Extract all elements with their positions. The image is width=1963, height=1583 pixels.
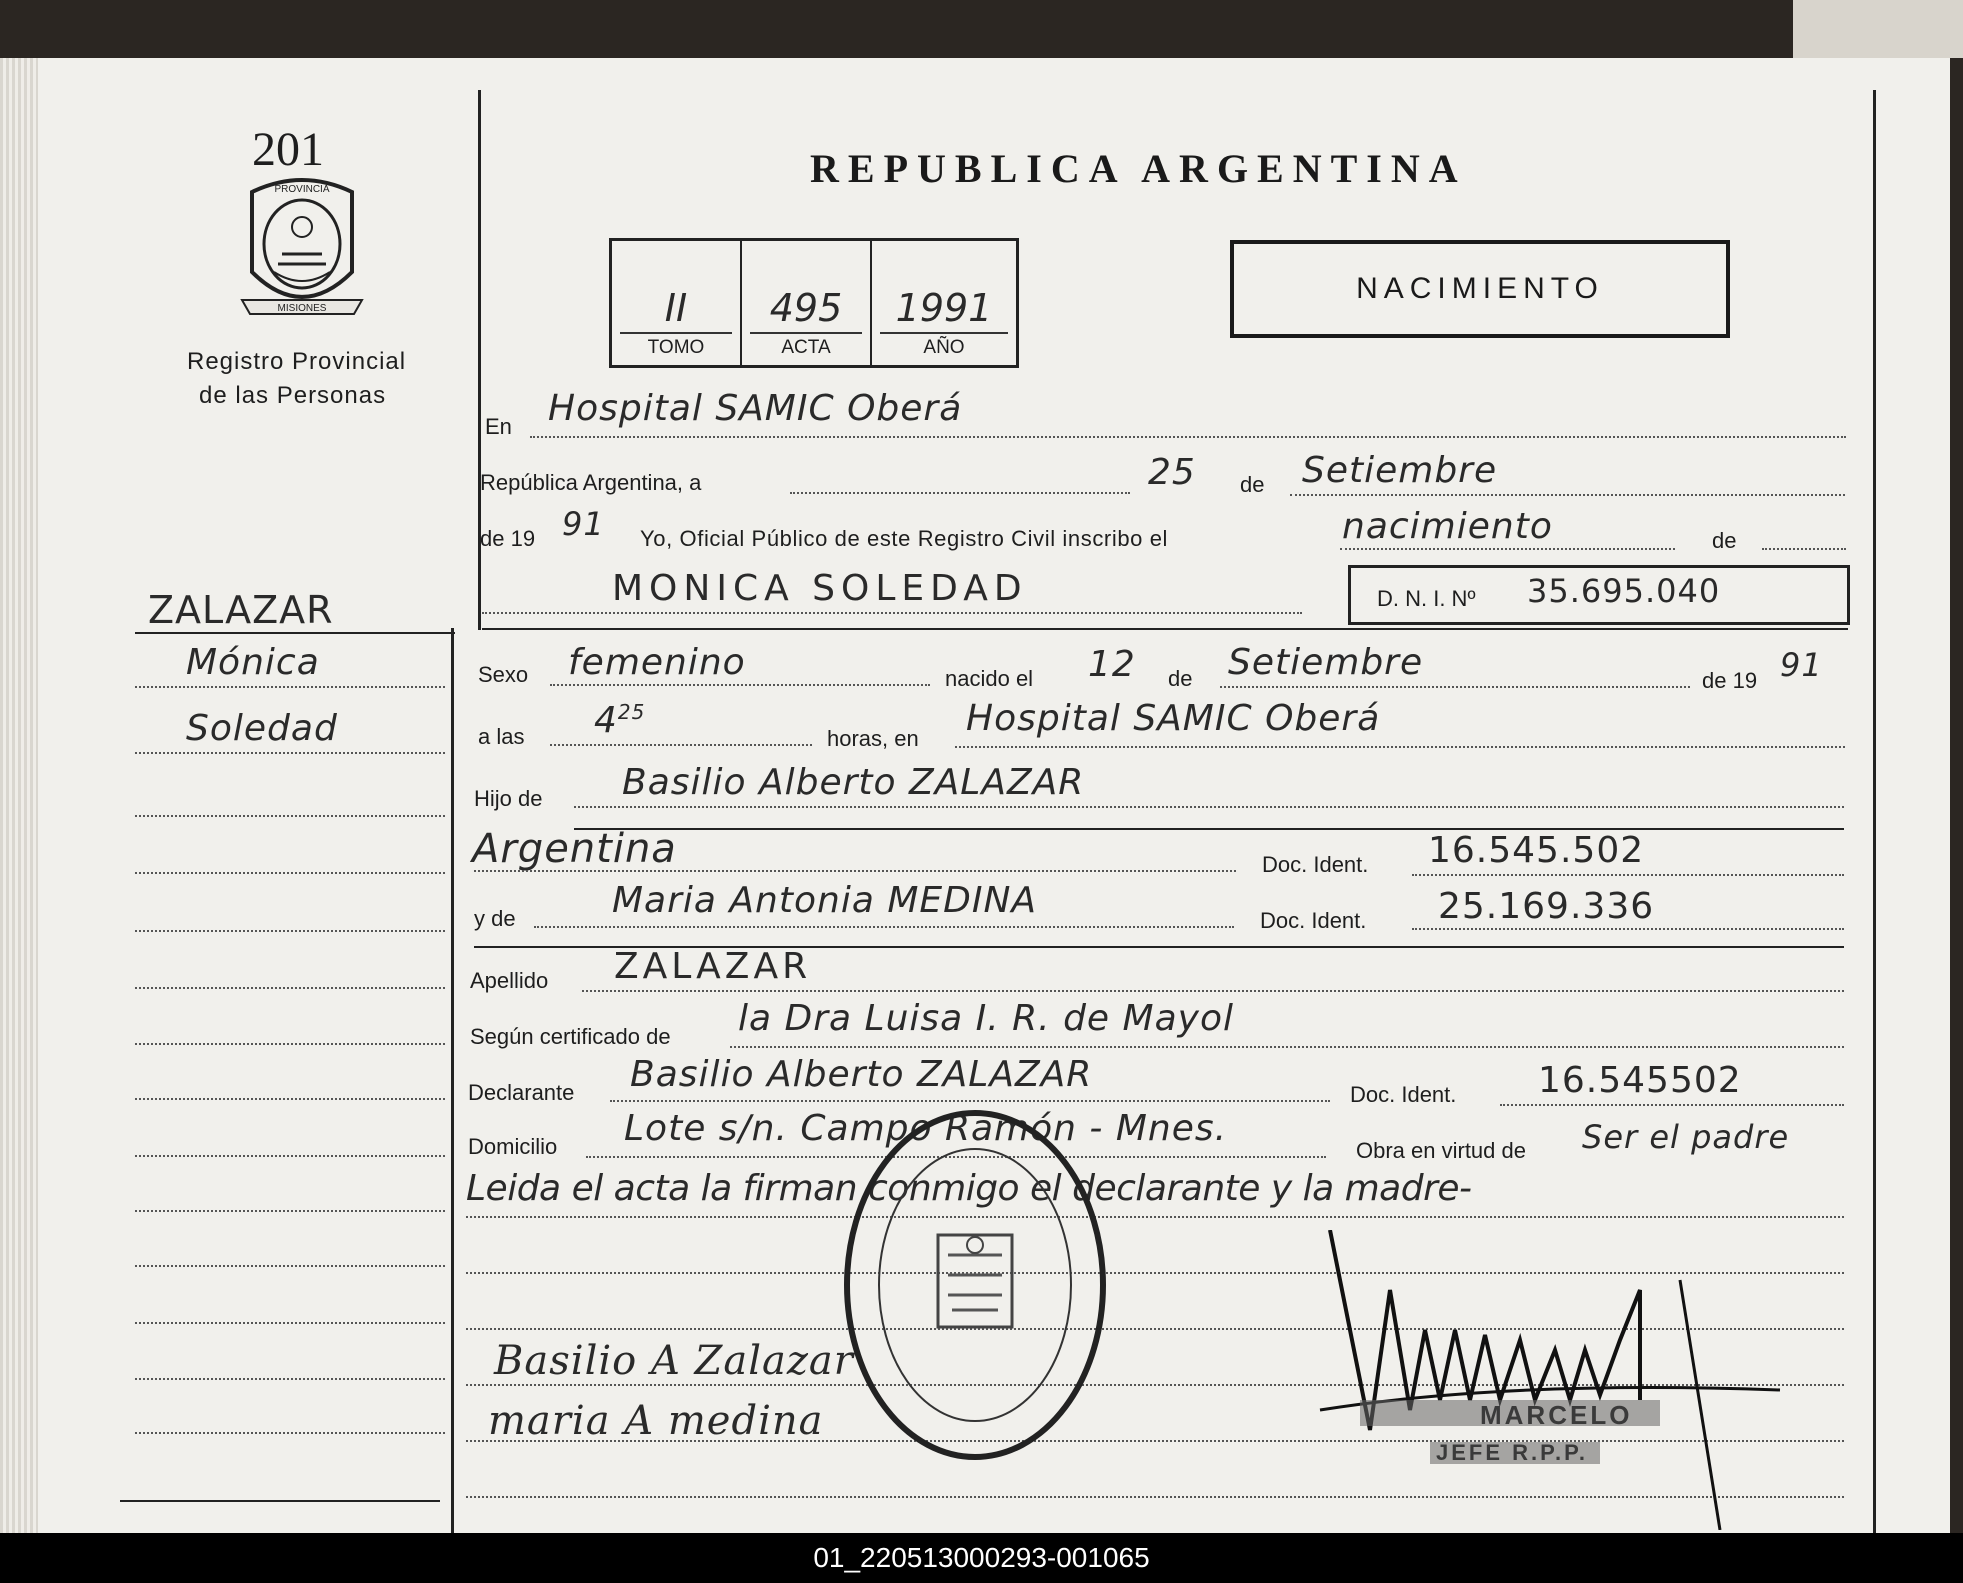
label-domicilio: Domicilio: [468, 1134, 558, 1159]
value-segun: la Dra Luisa I. R. de Mayol: [738, 998, 1234, 1039]
official-seal: [840, 1105, 1110, 1465]
dni-box: [1348, 565, 1850, 625]
value-birth-day: 12: [1088, 644, 1136, 685]
tomo-label: TOMO: [647, 337, 705, 358]
hour-minutes: 25: [617, 700, 646, 724]
ano-value: 1991: [895, 286, 993, 330]
label-sexo: Sexo: [478, 662, 529, 687]
official-title-stamp: JEFE R.P.P.: [1436, 1440, 1589, 1465]
value-birth-place: Hospital SAMIC Oberá: [966, 698, 1381, 739]
closing-text: Leida el acta la firman conmigo el declarante y la madre-: [466, 1168, 1472, 1209]
label-doc-declarante: Doc. Ident.: [1350, 1082, 1457, 1107]
label-birth-de19: de 19: [1702, 668, 1758, 693]
signature-mother: maria A medina: [488, 1398, 824, 1444]
label-declarante: Declarante: [468, 1080, 575, 1105]
image-caption: 01_220513000293-001065: [0, 1533, 1963, 1583]
value-apellido: ZALAZAR: [614, 946, 812, 987]
label-horas-en: horas, en: [827, 726, 919, 751]
value-inscribe: nacimiento: [1342, 506, 1553, 547]
value-father: Basilio Alberto ZALAZAR: [622, 762, 1085, 803]
value-birth-year: 91: [1780, 646, 1823, 684]
label-apellido: Apellido: [470, 968, 549, 993]
value-child-name: MONICA SOLEDAD: [612, 568, 1028, 609]
value-declarante: Basilio Alberto ZALAZAR: [630, 1054, 1093, 1095]
province-emblem: [238, 172, 366, 320]
misiones-crest-icon: [238, 172, 366, 320]
registry-name-line2: de las Personas: [199, 382, 387, 409]
value-mother: Maria Antonia MEDINA: [612, 880, 1038, 921]
tomo-value: II: [664, 286, 688, 330]
value-father-doc: 16.545.502: [1428, 830, 1645, 871]
svg-text:MISIONES: MISIONES: [277, 303, 327, 314]
label-hijo: Hijo de: [474, 786, 543, 811]
margin-first-name: Mónica: [186, 642, 320, 683]
value-mother-doc: 25.169.336: [1438, 886, 1655, 927]
value-declarante-doc: 16.545502: [1538, 1060, 1742, 1101]
label-de-tail: de: [1712, 528, 1737, 553]
value-hour: [594, 700, 645, 741]
value-father-nationality: Argentina: [472, 826, 677, 872]
label-alas: a las: [478, 724, 525, 749]
book-spine-edge: [0, 58, 38, 1533]
label-yde: y de: [474, 906, 516, 931]
label-birth-de: de: [1168, 666, 1193, 691]
hour-number: 4: [594, 700, 618, 741]
signature-father: Basilio A Zalazar: [494, 1338, 854, 1384]
official-signature: [1310, 1230, 1810, 1530]
label-doc-mother: Doc. Ident.: [1260, 908, 1367, 933]
official-name-stamp: MARCELO: [1480, 1400, 1633, 1430]
value-year: 91: [562, 505, 605, 543]
value-en: Hospital SAMIC Oberá: [548, 388, 963, 429]
svg-text:PROVINCIA: PROVINCIA: [274, 184, 330, 195]
label-yo-oficial: Yo, Oficial Público de este Registro Civil inscribo el: [640, 526, 1169, 551]
right-margin-rule: [1873, 90, 1876, 1533]
ano-label: AÑO: [923, 337, 965, 358]
acta-value: 495: [769, 286, 843, 330]
margin-surname: ZALAZAR: [148, 588, 334, 632]
value-dni: 35.695.040: [1527, 572, 1721, 610]
document-title: REPUBLICA ARGENTINA: [810, 146, 1467, 191]
tomo-cell: [612, 241, 742, 365]
label-en: En: [485, 414, 512, 439]
label-de19: de 19: [480, 526, 536, 551]
label-republica: República Argentina, a: [480, 470, 702, 495]
value-obra: Ser el padre: [1582, 1118, 1790, 1156]
value-domicilio: Lote s/n. Campo Ramón - Mnes.: [624, 1108, 1228, 1149]
left-margin-rule-lower: [451, 628, 454, 1533]
value-birth-month: Setiembre: [1228, 642, 1424, 683]
next-page-edge: [1793, 0, 1963, 58]
signature-scribble-icon: [1310, 1230, 1810, 1530]
ano-cell: [872, 241, 1016, 365]
acta-label: ACTA: [781, 337, 831, 358]
value-month: Setiembre: [1302, 450, 1498, 491]
page-number: 201: [252, 123, 324, 176]
label-doc-father: Doc. Ident.: [1262, 852, 1369, 877]
label-nacido: nacido el: [945, 666, 1034, 691]
value-day: 25: [1148, 452, 1196, 493]
label-segun: Según certificado de: [470, 1024, 671, 1049]
registry-name-line1: Registro Provincial: [187, 348, 407, 375]
acta-cell: [742, 241, 872, 365]
label-dni: D. N. I. Nº: [1377, 586, 1476, 611]
label-de-month: de: [1240, 472, 1265, 497]
registry-seal-icon: [840, 1105, 1110, 1465]
record-number-box: [609, 238, 1019, 368]
margin-middle-name: Soledad: [186, 708, 338, 749]
label-obra: Obra en virtud de: [1356, 1138, 1526, 1163]
document-type-box: NACIMIENTO: [1230, 240, 1730, 338]
value-sexo: femenino: [568, 642, 746, 683]
